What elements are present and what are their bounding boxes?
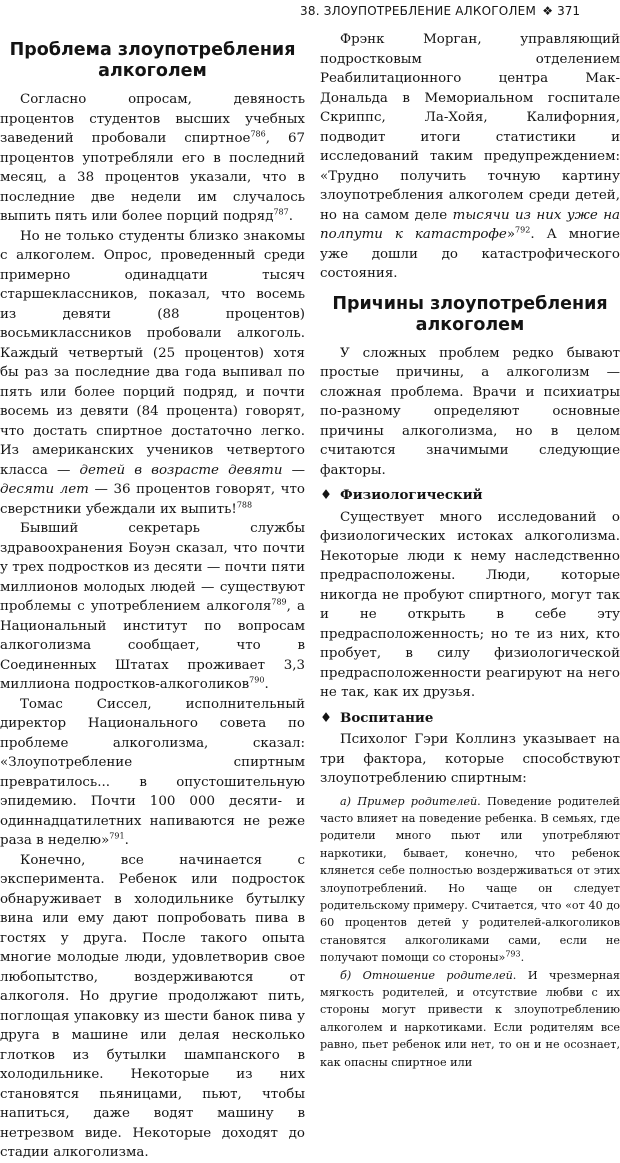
emphasis: а) Пример родителей [340, 794, 478, 808]
paragraph: Бывший секретарь службы здравоохранения Боуэн сказал, что почти у трех подростков из десяти — почти пяти миллионов молодых людей — существуют проблемы с употреблением алкоголя$^{789}$, а Национальный институт по вопросам алкоголизма сообщает, что в Соединенных Штатах проживает 3,3 миллиона подростков-алкоголиков$^{790}$. [0, 521, 305, 692]
paragraph: Согласно опросам, девяность процентов студентов высших учебных заведений пробовали спиртное$^{786}$, 67 процентов употребляли его в последний месяц, а 38 процентов указали, что в последние две недели им случалось выпить пять или более порций подряд$^{787}$. [0, 92, 305, 224]
paragraph: Но не только студенты близко знакомы с алкоголем. Опрос, проведенный среди примерно одинадцати тысяч старшеклассников, показал, что восемь из девяти (88 процентов) восьмиклассников пробовали алкоголь. Каждый четвертый (25 процентов) хотя бы раз за последние два года выпивал по пять или более порций подряд, и почти восемь из девяти (84 процента) говорят, что достать спиртное достаточно легко. Из американских учеников четвертого класса — детей в возрасте девяти — десяти лет — 36 процентов говорят, что сверстники убеждали их выпить!$^{788}$ [0, 228, 305, 517]
footnote-ref[interactable]: 792 [515, 225, 531, 235]
running-header [0, 0, 620, 22]
paragraph: Фрэнк Морган, управляющий подростковым отделением Реабилитационного центра Мак-Дональда в Мемориальном госпитале Скриппс, Ла-Хойя, Калифорния, подводит итоги статистики и исследований таким предупреждением: «Трудно получить точную картину злоупотребления алкоголем среди детей, но на самом деле тысячи из них уже на полпути к катастрофе»$^{792}$. А многие уже дошли до катастрофического состояния. [320, 32, 620, 281]
footnote-ref[interactable]: 793 [505, 949, 521, 959]
section-heading-causes: Причины злоупотребления алкоголем [332, 293, 608, 335]
chapter-running-title: 38. ЗЛОУПОТРЕБЛЕНИЕ АЛКОГОЛЕМ [300, 4, 536, 18]
diamond-bullet-icon: ♦ [320, 487, 333, 503]
left-column [0, 30, 305, 1160]
footnote-ref[interactable]: 787 [273, 207, 289, 217]
footnote-ref[interactable]: 791 [109, 831, 125, 841]
right-column [320, 30, 620, 1069]
page-number: 371 [557, 4, 580, 18]
section-heading-problem: Проблема злоупотребления алкоголем [9, 40, 296, 81]
subheading-upbringing: ♦ Воспитание [320, 709, 434, 726]
paragraph: Существует много исследований о физиологических истоках алкоголизма. Некоторые люди к нему наследственно предрасположены. Люди, которые никогда не пробуют спиртного, могут так и не открыть в себе эту предрасположенность; но те из них, кто пробует, в силу физиологической предрасположенности реагируют на него не так, как их друзья. [320, 509, 620, 700]
footnote-ref[interactable]: 786 [250, 129, 266, 139]
footnote-ref[interactable]: 789 [271, 597, 287, 607]
emphasis: б) Отношение родителей [340, 968, 513, 982]
diamond-bullet-icon: ♦ [320, 709, 333, 726]
emphasis: детей в возрасте девяти — десяти лет [0, 462, 305, 497]
paragraph: У сложных проблем редко бывают простые причины, а алкоголизм — сложная проблема. Врачи и психиатры по-разному определяют основные причины алкоголизма, но в целом считаются значимыми следующие факторы. [320, 345, 620, 478]
factor-item: б) Отношение родителей. И чрезмерная мягкость родителей, и отсутствие любви с их стороны могут привести к злоупотреблению алкоголем и наркотиками. Если родителям все равно, пьет ребенок или нет, то он и не осознает, как опасны спиртное или [320, 968, 620, 1069]
factor-item: а) Пример родителей. Поведение родителей часто влияет на поведение ребенка. В семьях, где родители много пьют или употребляют наркотики, бывает, конечно, что ребенок клянется себе полностью воздерживаться от этих злоупотреблений. Но чаще он следует родительскому примеру. Считается, что «от 40 до 60 процентов детей у родителей-алкоголиков становятся алкоголиками сами, если не получают помощи со стороны»$^{793}$. [320, 794, 620, 965]
emphasis: тысячи из них уже на полпути к катастрофе [320, 207, 620, 242]
paragraph: Томас Сиссел, исполнительный директор Национального совета по проблеме алкоголизма, сказал: «Злоупотребление спиртным превратилось... в опустошительную эпидемию. Почти 100 000 десяти- и одиннадцатилетних напиваются не реже раза в неделю»$^{791}$. [0, 696, 305, 848]
paragraph: Психолог Гэри Коллинз указывает на три фактора, которые способствуют злоупотреблению спиртным: [320, 732, 620, 786]
footnote-ref[interactable]: 788 [236, 500, 253, 510]
factor-list [320, 793, 620, 1072]
diamond-separator-icon: ❖ [542, 4, 553, 18]
paragraph: Конечно, все начинается с эксперимента. Ребенок или подросток обнаруживает в холодильнике бутылку вина или ему дают попробовать пива в гостях у друга. После такого опыта многие молодые люди, удовлетворив свое любопытство, воздерживаются от алкоголя. Но другие продолжают пить, поглощая упаковку из шести банок пива у друга в машине или делая несколько глотков из бутылки шампанского в холодильнике. Некоторые из них становятся пьяницами, пьют, чтобы напиться, даже водят машину в нетрезвом виде. Некоторые доходят до стадии алкоголизма. [0, 852, 305, 1160]
footnote-ref[interactable]: 790 [249, 675, 265, 685]
subheading-physiological: ♦ Физиологический [320, 487, 483, 503]
